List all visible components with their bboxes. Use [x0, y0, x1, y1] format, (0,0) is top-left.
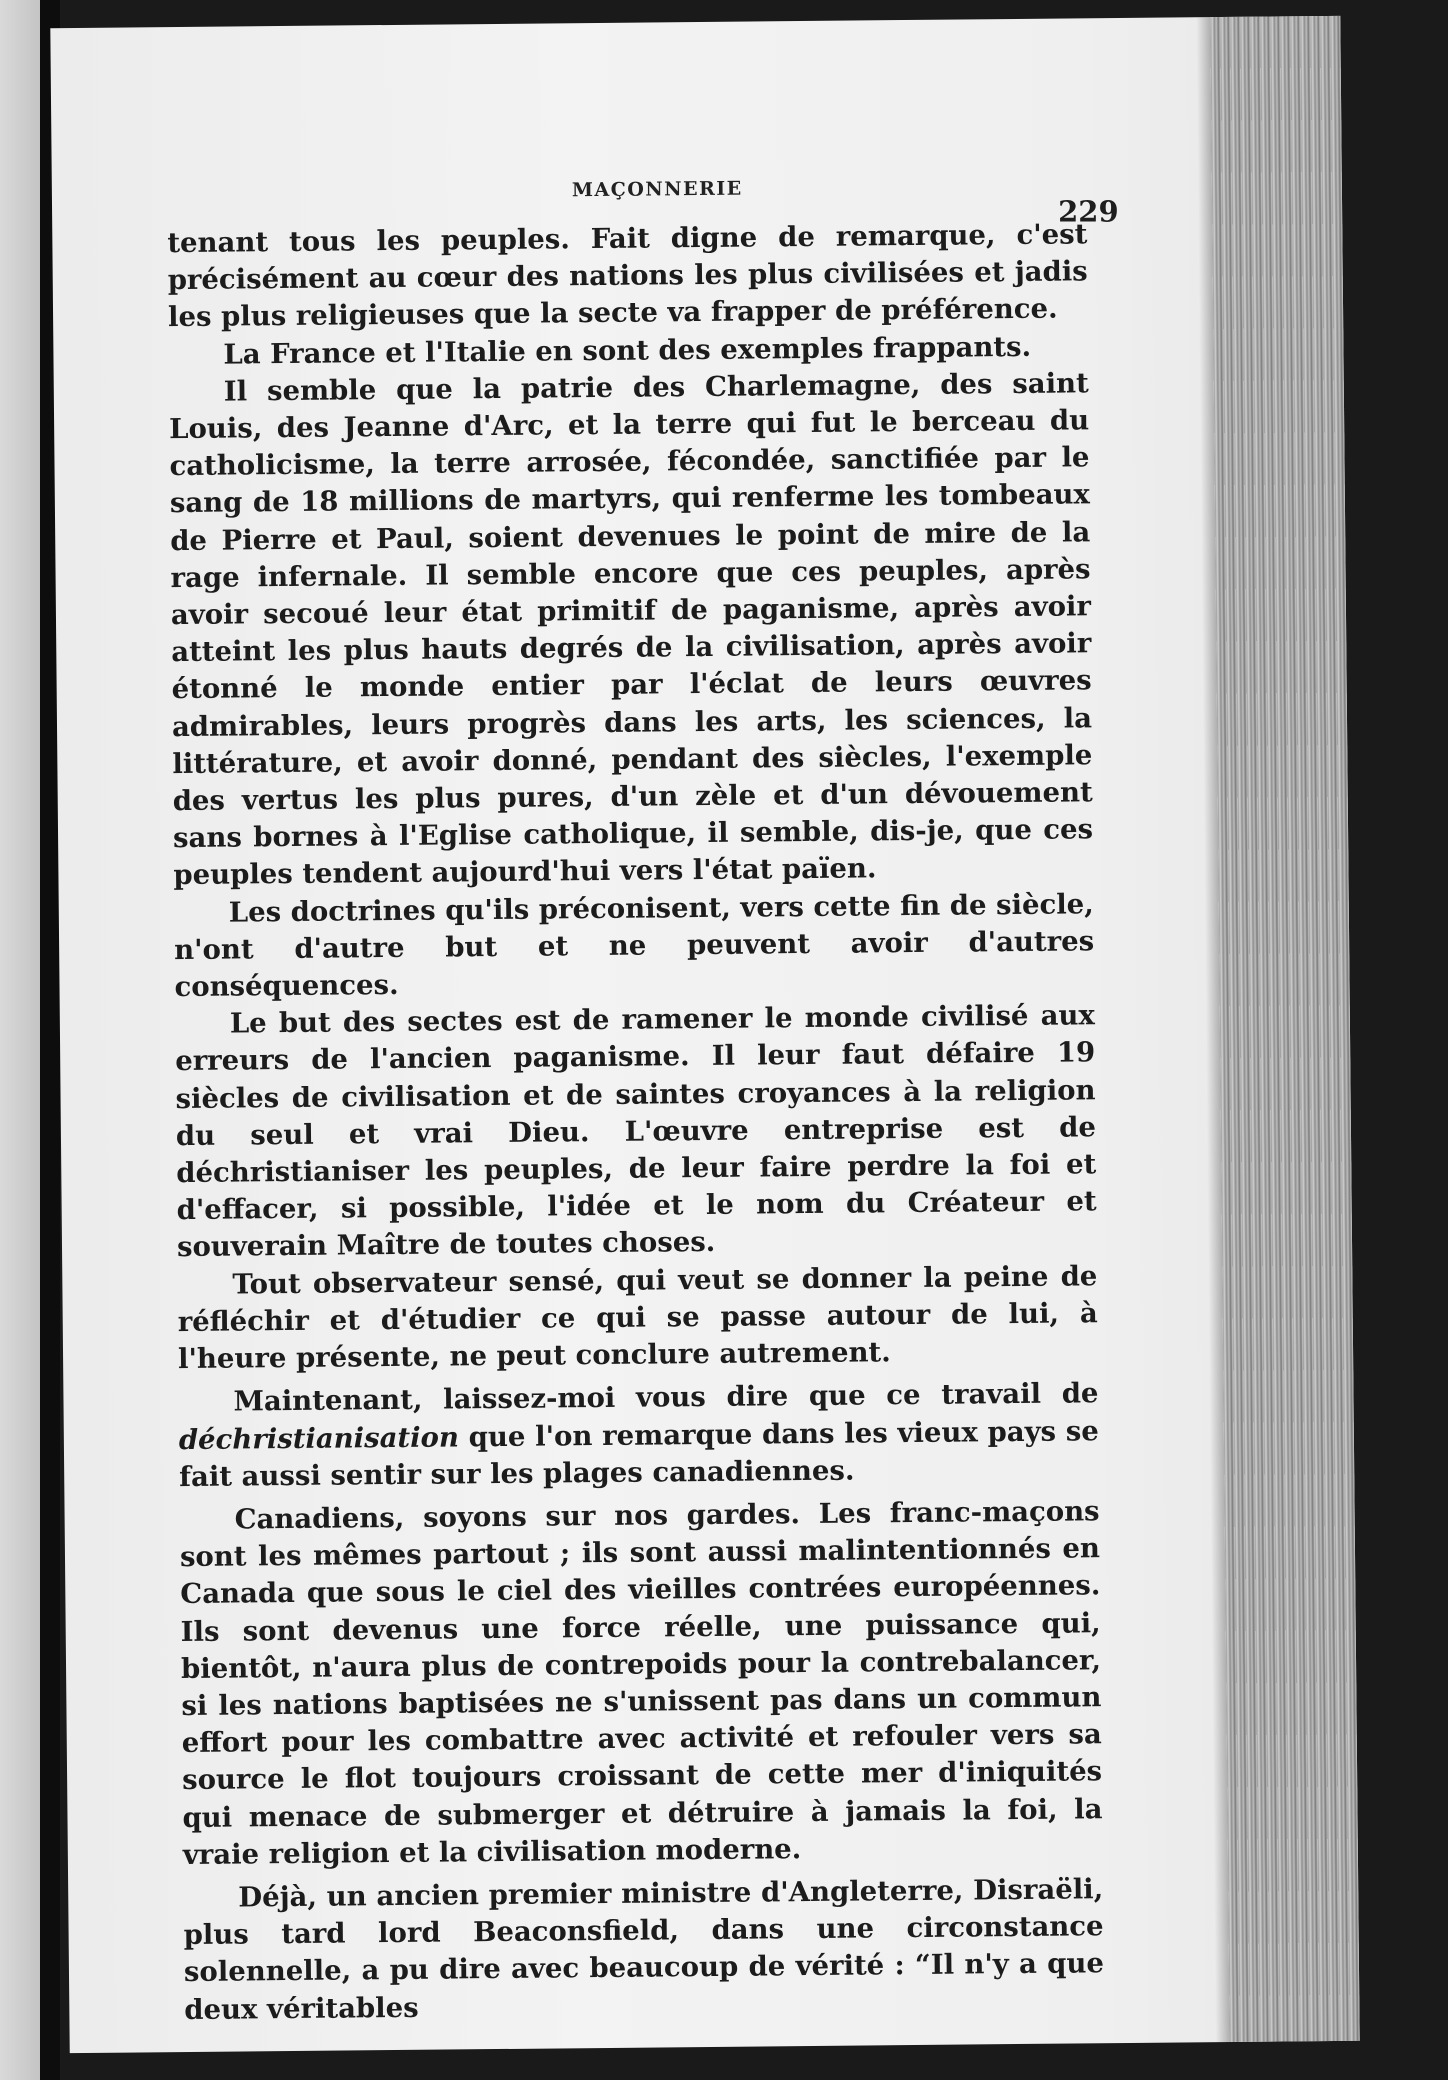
- paragraph: La France et l'Italie en sont des exemples frappants.: [223, 330, 1032, 371]
- paragraph: [178, 1376, 1099, 1496]
- paragraph-text: que l'on remarque dans les vieux pays se fait aussi sentir sur les plages canadiennes.: [179, 1414, 1099, 1493]
- paragraph: tenant tous les peuples. Fait digne de remarque, c'est précisément au cœur des nations les plus civilisées et jadis les plus religieuses que la secte va frapper de préférence.: [167, 218, 1088, 334]
- paragraph: Il semble que la patrie des Charlemagne, des saint Louis, des Jeanne d'Arc, et la terre qui fut le berceau du catholicisme, la terre arrosée, fécondée, sanctifiée par le sang de 18 millions de martyrs, qui renferme les tombeaux de Pierre et Paul, soient devenues le point de mire de la rage infernale. Il semble encore que ces peuples, après avoir secoué leur état primitif de paganisme, après avoir atteint les plus hauts degrés de la civilisation, après avoir étonné le monde entier par l'éclat de leurs œuvres admirables, leurs progrès dans les arts, les sciences, la littérature, et avoir donné, pendant des siècles, l'exemple des vertus les plus pures, d'un zèle et d'un dévouement sans bornes à l'Eglise catholique, il semble, dis-je, que ces peuples tendent aujourd'hui vers l'état païen.: [169, 367, 1094, 892]
- facing-page-edge: [0, 0, 40, 2080]
- italic-term: déchristianisation: [178, 1420, 460, 1456]
- paragraph-text: Maintenant, laissez-moi vous dire que ce travail de: [233, 1377, 1099, 1418]
- book-page: [50, 16, 1359, 2053]
- page-number: 229: [1058, 194, 1119, 229]
- paragraph: Canadiens, soyons sur nos gardes. Les franc-maçons sont les mêmes partout ; ils sont aussi malintentionnés en Canada que sous le ciel des vieilles contrées européennes. Ils sont devenus une force réelle, une puissance qui, bientôt, n'aura plus de contrepoids pour la contrebalancer, si les nations baptisées ne s'unissent pas dans un commun effort pour les combattre avec activité et refouler vers sa source le flot toujours croissant de cette mer d'iniquités qui menace de submerger et détruire à jamais la foi, la vraie religion et la civilisation moderne.: [179, 1495, 1103, 1871]
- paragraph: Tout observateur sensé, qui veut se donner la peine de réfléchir et d'étudier ce qui se passe autour de lui, à l'heure présente, ne peut conclure autrement.: [177, 1259, 1098, 1376]
- paragraph: Le but des sectes est de ramener le monde civilisé aux erreurs de l'ancien paganisme. Il leur faut défaire 19 siècles de civilisation et de saintes croyances à la religion du seul et vrai Dieu. L'œuvre entreprise est de déchristianiser les peuples, de leur faire perdre la foi et d'effacer, si possible, l'idée et le nom du Créateur et souverain Maître de toutes choses.: [175, 999, 1097, 1264]
- body-text: [167, 216, 1104, 2028]
- paragraph: Les doctrines qu'ils préconisent, vers cette fin de siècle, n'ont d'autre but et ne peuvent avoir d'autres conséquences.: [174, 887, 1095, 1004]
- running-head: MAÇONNERIE: [571, 177, 743, 202]
- page-stack-edge: [1210, 16, 1359, 2042]
- paragraph: Déjà, un ancien premier ministre d'Angleterre, Disraëli, plus tard lord Beaconsfield, dans une circonstance solennelle, a pu dire avec beaucoup de vérité : “Il n'y a que deux véritables: [183, 1873, 1105, 2026]
